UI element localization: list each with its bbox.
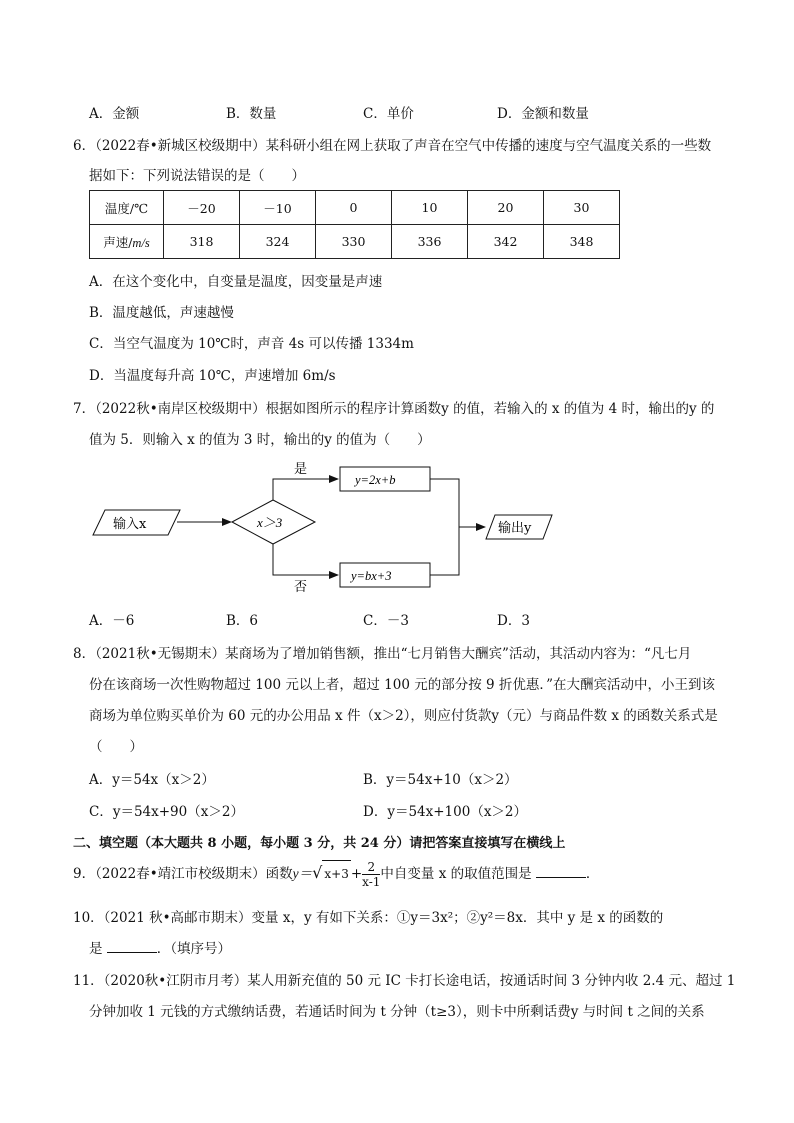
q10-line1: 10．（2021 秋•高邮市期末）变量 x，y 有如下关系：①y＝3x²；②y²＝8x．其中 y 是 x 的函数的 xyxy=(73,910,664,926)
q10-answer-blank[interactable] xyxy=(107,940,157,953)
q9-prefix: 9．（2022春•靖江市校级期末）函数 xyxy=(73,866,293,882)
q6-option-c: C．当空气温度为 10℃时，声音 4s 可以传播 1334m xyxy=(89,336,414,352)
q7-stem-line1: 7．（2022秋•南岸区校级期中）根据如图所示的程序计算函数y 的值，若输入的 x 的值为 4 时，输出的y 的 xyxy=(73,401,715,417)
q8-option-c: C．y＝54x+90（x＞2） xyxy=(89,804,244,820)
q6-option-d: D．当温度每升高 10℃，声速增加 6m/s xyxy=(89,368,336,384)
q5-option-d: D．金额和数量 xyxy=(497,106,589,122)
q6-data-table xyxy=(89,190,620,259)
sqrt-icon: √ xyxy=(312,863,323,882)
q9-frac-num: 2 xyxy=(362,860,380,875)
q10-line2 xyxy=(89,937,231,957)
table-header-speed: 声速/m/s xyxy=(90,225,164,259)
q9-fraction xyxy=(362,860,380,889)
q8-stem-line1: 8．（2021秋•无锡期末）某商场为了增加销售额，推出“七月销售大酬宾”活动，其活动内容为：“凡七月 xyxy=(73,646,692,662)
yes-label: 是 xyxy=(294,462,308,477)
top-box-label: y=2x+b xyxy=(355,473,396,487)
q8-stem-line4: （ ） xyxy=(89,739,143,755)
q10-prefix: 是 xyxy=(89,941,103,957)
q5-option-a: A．金额 xyxy=(89,106,140,122)
q6-stem-line2: 据如下：下列说法错误的是（ ） xyxy=(89,168,305,184)
q9-sqrt: x+3 xyxy=(322,860,350,887)
q9-end: ． xyxy=(585,866,600,882)
q9-line xyxy=(73,860,599,889)
q8-stem-line2: 份在该商场一次性购物超过 100 元以上者，超过 100 元的部分按 9 折优惠．”在大酬宾活动中，小王到该 xyxy=(89,677,716,693)
q8-option-a: A．y＝54x（x＞2） xyxy=(89,772,215,788)
q6-option-b: B．温度越低，声速越慢 xyxy=(89,305,234,321)
q9-y-eq: y＝ xyxy=(292,866,313,881)
q7-option-d: D．3 xyxy=(497,613,530,629)
output-label: 输出y xyxy=(498,521,532,536)
table-row xyxy=(90,225,620,259)
q10-suffix: ．（填序号） xyxy=(156,941,232,957)
q8-option-b: B．y＝54x+10（x＞2） xyxy=(363,772,518,788)
q9-answer-blank[interactable] xyxy=(536,865,586,878)
q7-stem-line2: 值为 5．则输入 x 的值为 3 时，输出的y 的值为（ ） xyxy=(89,432,431,448)
q9-suffix: 中自变量 x 的取值范围是 xyxy=(380,866,532,882)
table-cell: 324 xyxy=(240,225,316,259)
table-row xyxy=(90,191,620,225)
q7-flowchart xyxy=(85,455,565,605)
q9-plus: + xyxy=(350,866,363,882)
table-cell: －20 xyxy=(164,191,240,225)
table-cell: 336 xyxy=(392,225,468,259)
table-cell: 348 xyxy=(544,225,620,259)
q7-option-a: A．－6 xyxy=(89,613,135,629)
q8-option-d: D．y＝54x+100（x＞2） xyxy=(363,804,528,820)
q5-option-b: B．数量 xyxy=(226,106,277,122)
table-cell: 330 xyxy=(316,225,392,259)
q11-line1: 11．（2020秋•江阴市月考）某人用新充值的 50 元 IC 卡打长途电话，按通话时间 3 分钟内收 2.4 元、超过 1 xyxy=(73,973,736,989)
no-label: 否 xyxy=(294,580,308,595)
q6-stem-line1: 6．（2022春•新城区校级期中）某科研小组在网上获取了声音在空气中传播的速度与空气温度关系的一些数 xyxy=(73,138,712,154)
table-cell: 318 xyxy=(164,225,240,259)
table-cell: －10 xyxy=(240,191,316,225)
q5-option-c: C．单价 xyxy=(363,106,414,122)
section-2-heading: 二、填空题（本大题共 8 小题，每小题 3 分，共 24 分）请把答案直接填写在横线上 xyxy=(73,836,566,851)
table-cell: 342 xyxy=(468,225,544,259)
q7-option-c: C．－3 xyxy=(363,613,409,629)
table-cell: 30 xyxy=(544,191,620,225)
q8-stem-line3: 商场为单位购买单价为 60 元的办公用品 x 件（x＞2），则应付货款y（元）与商品件数 x 的函数关系式是 xyxy=(89,708,718,724)
q9-frac-den: x-1 xyxy=(362,875,381,889)
q11-line2: 分钟加收 1 元钱的方式缴纳话费，若通话时间为 t 分钟（t≥3），则卡中所剩话费y 与时间 t 之间的关系 xyxy=(89,1004,705,1020)
q7-option-b: B．6 xyxy=(226,613,259,629)
input-label: 输入x xyxy=(113,517,147,532)
table-cell: 20 xyxy=(468,191,544,225)
bottom-box-label: y=bx+3 xyxy=(351,569,392,583)
q6-option-a: A．在这个变化中，自变量是温度，因变量是声速 xyxy=(89,274,383,290)
table-cell: 0 xyxy=(316,191,392,225)
table-header-temp: 温度/℃ xyxy=(90,191,164,225)
condition-label: x＞3 xyxy=(257,515,283,530)
table-cell: 10 xyxy=(392,191,468,225)
